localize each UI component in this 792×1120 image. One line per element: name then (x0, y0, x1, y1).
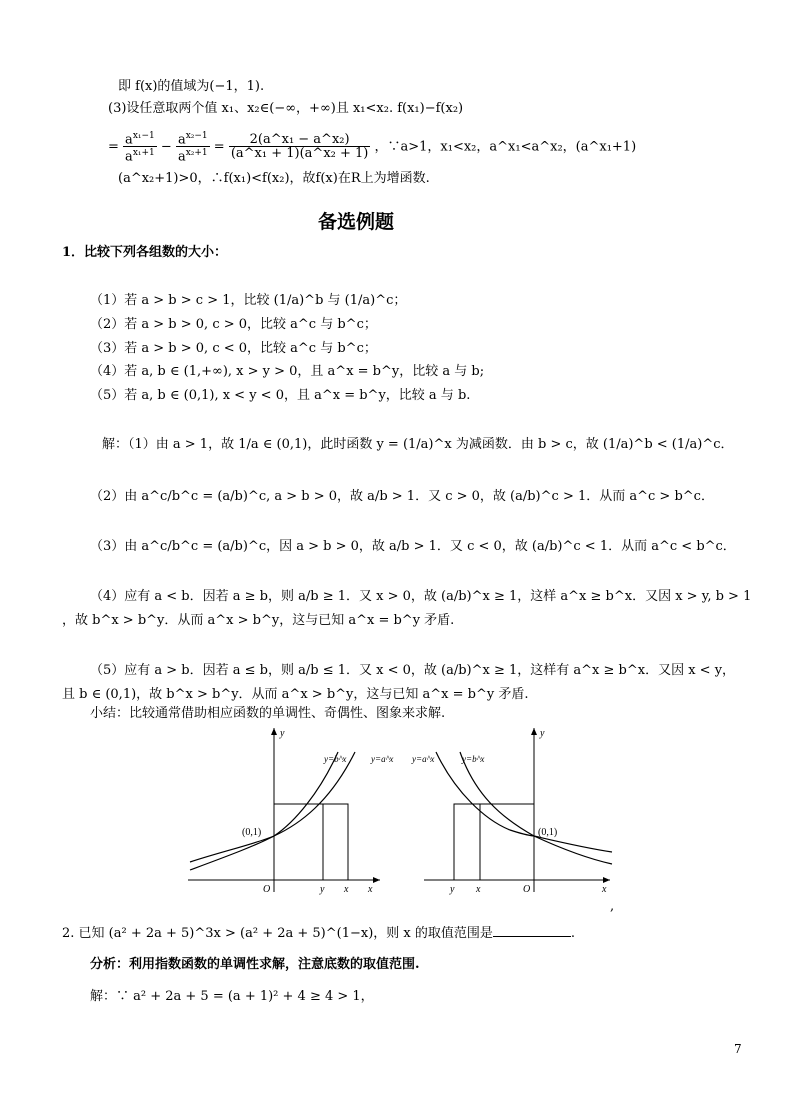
left-origin-label: O (263, 884, 271, 895)
right-point-label: (0,1) (538, 827, 558, 838)
left-curve-b-label: y=b^x (324, 754, 347, 764)
left-graph (188, 728, 393, 895)
left-x-arrow (373, 877, 380, 883)
graph-trailing-comma: , (610, 899, 615, 914)
q2-analysis: 分析：利用指数函数的单调性求解，注意底数的取值范围. (90, 957, 420, 972)
right-tick-y: y (450, 884, 455, 895)
q1-solution-2: （2）由 a^c/b^c = (a/b)^c, a > b > 0，故 a/b > 1．又 c > 0，故 (a/b)^c > 1．从而 a^c > b^c． (90, 489, 714, 504)
q2-answer-blank[interactable] (493, 924, 571, 937)
right-curve-b-label: y=b^x (462, 754, 485, 764)
right-origin-label: O (523, 884, 531, 895)
right-curve-a (436, 752, 612, 852)
left-x-label: x (368, 884, 373, 895)
fraction-1: $\frac{a^{x_1-1}}{a^{x_1+1}}$ (125, 131, 155, 165)
fraction-3: $\frac{\text{2(a\textasciicircum{}x₁ − a\textasciicircum{}x₂)}}{\text{(a\textasciicircum{}x₁ + 1)(a\textasciicircum{}x₂ + 1)}}$ (230, 132, 369, 162)
left-curve-a-label: y=a^x (371, 754, 394, 764)
q1-solution-5b: 且 b ∈ (0,1)，故 b^x > b^y．从而 a^x > b^y，这与已知 a^x = b^y 矛盾. (62, 687, 529, 702)
fraction-2: $\frac{a^{x_2-1}}{a^{x_2+1}}$ (177, 131, 208, 165)
q1-item-5: （5）若 a, b ∈ (0,1), x < y < 0，且 a^x = b^y，比较 a 与 b. (90, 388, 471, 403)
q1-solution-4b: ，故 b^x > b^y．从而 a^x > b^y，这与已知 a^x = b^y 矛盾. (62, 613, 455, 628)
right-curve-b (460, 752, 612, 864)
q2-text: 2. 已知 (a² + 2a + 5)^3x > (a² + 2a + 5)^(1−x)，则 x 的取值范围是 (62, 926, 493, 941)
left-y-arrow (271, 728, 277, 735)
q1-solution-3: （3）由 a^c/b^c = (a/b)^c，因 a > b > 0，故 a/b > 1．又 c < 0，故 (a/b)^c < 1．从而 a^c < b^c． (90, 539, 736, 554)
q2-solution: 解：∵ a² + 2a + 5 = (a + 1)² + 4 ≥ 4 > 1， (90, 989, 374, 1004)
q2-question (62, 924, 575, 943)
right-tick-x: x (476, 884, 481, 895)
right-graph (411, 728, 612, 895)
right-x-label: x (602, 884, 607, 895)
left-tick-x: x (344, 884, 349, 895)
equals-sign-1: = (108, 139, 119, 155)
right-y-arrow (531, 728, 537, 735)
right-box (454, 804, 534, 880)
left-tick-y: y (320, 884, 325, 895)
q1-item-2: （2）若 a > b > 0, c > 0，比较 a^c 与 b^c； (90, 317, 377, 332)
left-curve-b (190, 752, 338, 870)
q1-solution-4a: （4）应有 a < b．因若 a ≥ b，则 a/b ≥ 1．又 x > 0，故 (a/b)^x ≥ 1，这样 a^x ≥ b^x．又因 x > y, b > 1 (90, 589, 752, 604)
part3-setup: (3)设任意取两个值 x₁、x₂∈(−∞，+∞)且 x₁<x₂. f(x₁)−f(x₂) (108, 101, 464, 116)
section-heading: 备选例题 (318, 211, 395, 233)
part3-conclusion: (a^x₂+1)>0，∴f(x₁)<f(x₂)，故f(x)在R上为增函数. (118, 171, 430, 186)
q1-item-1: （1）若 a > b > c > 1，比较 (1/a)^b 与 (1/a)^c； (90, 293, 407, 308)
q2-period: . (570, 926, 576, 941)
right-y-label: y (540, 728, 545, 739)
q1-summary: 小结：比较通常借助相应函数的单调性、奇偶性、图象来求解. (90, 706, 446, 721)
q1-title: 1．比较下列各组数的大小： (62, 245, 228, 260)
q1-solution-1: 解：（1）由 a > 1，故 1/a ∈ (0,1)，此时函数 y = (1/a)^x 为减函数．由 b > c，故 (1/a)^b < (1/a)^c． (102, 437, 734, 452)
left-y-label: y (280, 728, 285, 739)
left-point-label: (0,1) (242, 827, 262, 838)
right-x-arrow (603, 877, 610, 883)
part3-derivation: = $\frac{a^{x_1-1}}{a^{x_1+1}}$ − $\frac{a^{x_2-1}}{a^{x_2+1}}$ = $\frac{\text{2(a\textasciicircum{}x₁ − a\textasciicircum{}x₂)}}{\text{(a\textasciicircum{}x₁ + 1)(a\textasciicircum{}x₂ + 1)}}$ ，∵a>1，x₁<x₂，a^x₁<a^x₂，(a^x₁+1) (108, 131, 637, 165)
q1-solution-5a: （5）应有 a > b．因若 a ≤ b，则 a/b ≤ 1．又 x < 0，故 (a/b)^x ≥ 1，这样有 a^x ≥ b^x．又因 x < y， (90, 663, 736, 678)
page-number: 7 (734, 1042, 742, 1056)
left-box (274, 804, 348, 880)
range-conclusion: 即 f(x)的值域为(−1，1). (118, 79, 265, 94)
right-curve-a-label: y=a^x (412, 754, 435, 764)
exponential-graphs (180, 722, 620, 900)
q1-item-3: （3）若 a > b > 0, c < 0，比较 a^c 与 b^c； (90, 341, 377, 356)
q1-item-4: （4）若 a, b ∈ (1,+∞), x > y > 0，且 a^x = b^y，比较 a 与 b; (90, 364, 485, 379)
equals-sign-2: = (213, 139, 225, 155)
part3-condition: ，∵a>1，x₁<x₂，a^x₁<a^x₂，(a^x₁+1) (374, 139, 637, 155)
